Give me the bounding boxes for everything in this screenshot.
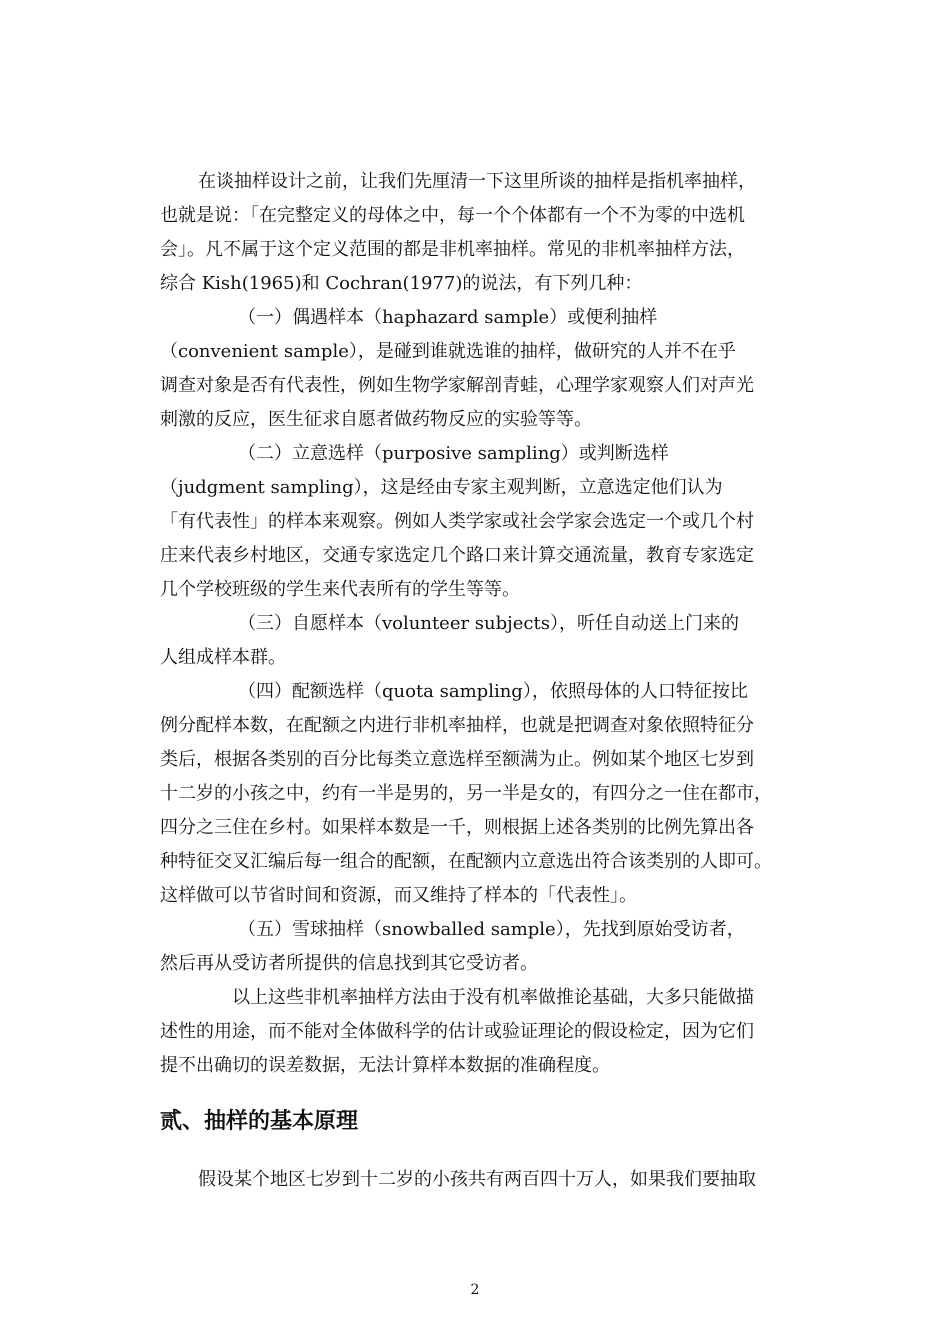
paragraph-line: 在谈抽样设计之前，让我们先厘清一下这里所谈的抽样是指机率抽样， (198, 171, 756, 192)
paragraph-line: （三）自愿样本（volunteer subjects），听任自动送上门来的 (238, 613, 739, 634)
paragraph-line: 十二岁的小孩之中，约有一半是男的，另一半是女的，有四分之一住在都市， (160, 783, 772, 804)
paragraph-line: 然后再从受访者所提供的信息找到其它受访者。 (160, 953, 538, 974)
paragraph-line: 这样做可以节省时间和资源，而又维持了样本的「代表性」。 (160, 885, 637, 906)
paragraph-line: 几个学校班级的学生来代表所有的学生等等。 (160, 579, 520, 600)
paragraph-line: 会」。凡不属于这个定义范围的都是非机率抽样。常见的非机率抽样方法， (160, 239, 745, 260)
paragraph-line: 庄来代表乡村地区，交通专家选定几个路口来计算交通流量，教育专家选定 (160, 545, 754, 566)
paragraph-line: （四）配额选样（quota sampling），依照母体的人口特征按比 (238, 681, 748, 702)
paragraph-line: 也就是说：「在完整定义的母体之中，每一个个体都有一个不为零的中选机 (160, 205, 745, 226)
paragraph-line: 人组成样本群。 (160, 647, 286, 668)
paragraph-line: 以上这些非机率抽样方法由于没有机率做推论基础，大多只能做描 (232, 987, 754, 1008)
paragraph-line: 四分之三住在乡村。如果样本数是一千，则根据上述各类别的比例先算出各 (160, 817, 754, 838)
paragraph-line: 述性的用途，而不能对全体做科学的估计或验证理论的假设检定，因为它们 (160, 1021, 754, 1042)
paragraph-line: （二）立意选样（purposive sampling）或判断选样 (238, 443, 669, 464)
paragraph-line: 刺激的反应，医生征求自愿者做药物反应的实验等等。 (160, 409, 592, 430)
paragraph-line: 调查对象是否有代表性，例如生物学家解剖青蛙，心理学家观察人们对声光 (160, 375, 754, 396)
section-heading: 贰、抽样的基本原理 (160, 1108, 359, 1134)
paragraph-line: 例分配样本数，在配额之内进行非机率抽样，也就是把调查对象依照特征分 (160, 715, 754, 736)
paragraph-line: 假设某个地区七岁到十二岁的小孩共有两百四十万人，如果我们要抽取 (198, 1169, 756, 1190)
paragraph-line: 「有代表性」的样本来观察。例如人类学家或社会学家会选定一个或几个村 (160, 511, 754, 532)
paragraph-line: （convenient sample），是碰到谁就选谁的抽样，做研究的人并不在乎 (160, 341, 736, 362)
paragraph-line: 综合 Kish(1965)和 Cochran(1977)的说法，有下列几种： (160, 273, 643, 294)
paragraph-line: 类后，根据各类别的百分比每类立意选样至额满为止。例如某个地区七岁到 (160, 749, 754, 770)
paragraph-line: （一）偶遇样本（haphazard sample）或便利抽样 (238, 307, 658, 328)
paragraph-line: 种特征交叉汇编后每一组合的配额，在配额内立意选出符合该类别的人即可。 (160, 851, 772, 872)
paragraph-line: （judgment sampling），这是经由专家主观判断，立意选定他们认为 (160, 477, 723, 498)
paragraph-line: （五）雪球抽样（snowballed sample），先找到原始受访者， (238, 919, 745, 940)
paragraph-line: 提不出确切的误差数据，无法计算样本数据的准确程度。 (160, 1055, 610, 1076)
page-number: 2 (470, 1282, 480, 1298)
